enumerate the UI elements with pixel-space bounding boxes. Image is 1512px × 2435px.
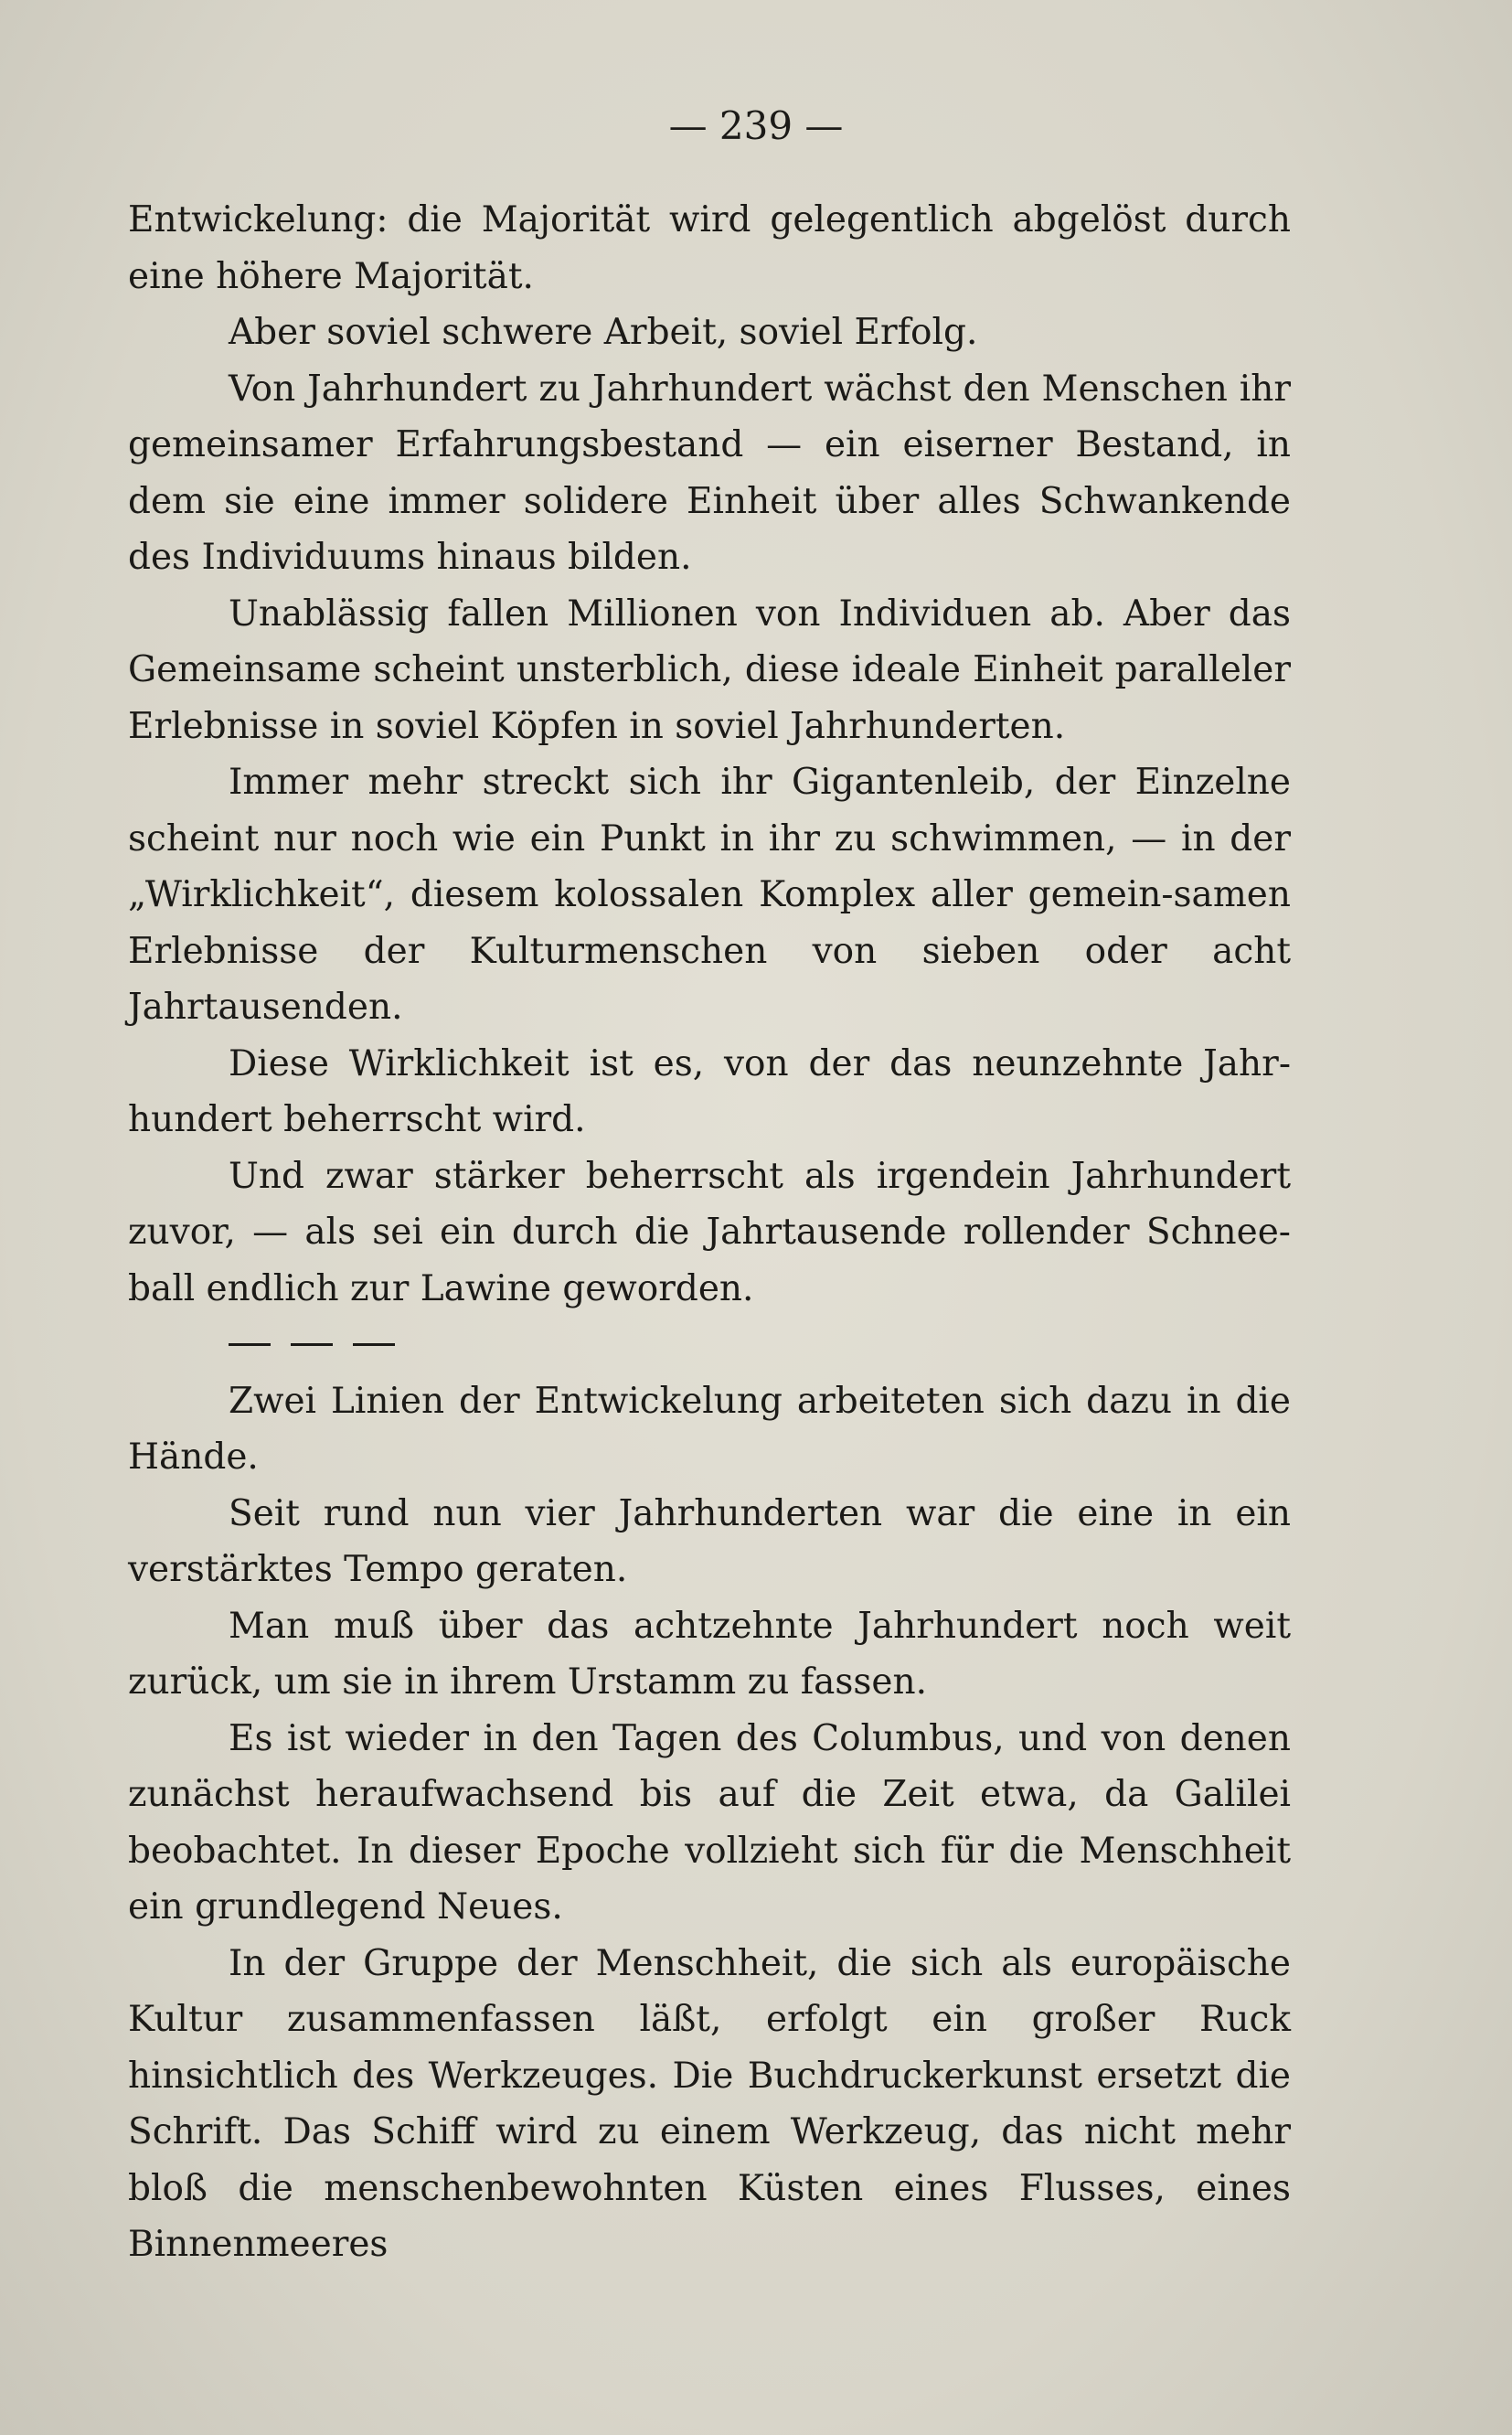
paragraph: Diese Wirklichkeit ist es, von der das neunzehnte Jahr-hundert beherrscht wird. [128, 1042, 1291, 1140]
paragraph: Immer mehr streckt sich ihr Gigantenleib, der Einzelne scheint nur noch wie ein Punkt in ihr zu schwimmen, — in der „Wirklichkeit“, diesem kolossalen Komplex aller gemein-samen Erlebnisse der Kulturmenschen von sieben oder acht Jahrtausenden. [128, 762, 1291, 1028]
page-number: — 239 — [668, 103, 844, 148]
separator-dash [291, 1343, 333, 1346]
section-separator [128, 1317, 1291, 1373]
paragraph: Man muß über das achtzehnte Jahrhundert noch weit zurück, um sie in ihrem Urstamm zu fassen. [128, 1605, 1291, 1703]
separator-dash [353, 1343, 395, 1346]
paragraph: Entwickelung: die Majorität wird gelegentlich abgelöst durch eine höhere Majorität. [128, 199, 1291, 297]
paragraph: Von Jahrhundert zu Jahrhundert wächst den Menschen ihr gemeinsamer Erfahrungsbestand — ein eiserner Bestand, in dem sie eine immer solidere Einheit über alles Schwankende des Individuums hinaus bilden. [128, 368, 1291, 578]
paragraph: Und zwar stärker beherrscht als irgendein Jahrhundert zuvor, — als sei ein durch die Jahrtausende rollender Schnee-ball endlich zur Lawine geworden. [128, 1155, 1291, 1309]
paragraph: In der Gruppe der Menschheit, die sich als europäische Kultur zusammenfassen läßt, erfolgt ein großer Ruck hinsichtlich des Werkzeuges. Die Buchdruckerkunst ersetzt die Schrift. Das Schiff wird zu einem Werkzeug, das nicht mehr bloß die menschenbewohnten Küsten eines Flusses, eines Binnenmeeres [128, 1942, 1291, 2265]
paragraph: Es ist wieder in den Tagen des Columbus, und von denen zunächst heraufwachsend bis auf die Zeit etwa, da Galilei beobachtet. In dieser Epoche vollzieht sich für die Menschheit ein grundlegend Neues. [128, 1717, 1291, 1928]
body-text [128, 192, 1291, 2273]
paragraph: Unablässig fallen Millionen von Individuen ab. Aber das Gemeinsame scheint unsterblich, diese ideale Einheit paralleler Erlebnisse in soviel Köpfen in soviel Jahrhunderten. [128, 593, 1291, 747]
paragraph: Aber soviel schwere Arbeit, soviel Erfolg. [229, 312, 978, 353]
separator-dash [229, 1343, 271, 1346]
paragraph: Seit rund nun vier Jahrhunderten war die eine in ein verstärktes Tempo geraten. [128, 1492, 1291, 1590]
paragraph: Zwei Linien der Entwickelung arbeiteten sich dazu in die Hände. [128, 1380, 1291, 1478]
